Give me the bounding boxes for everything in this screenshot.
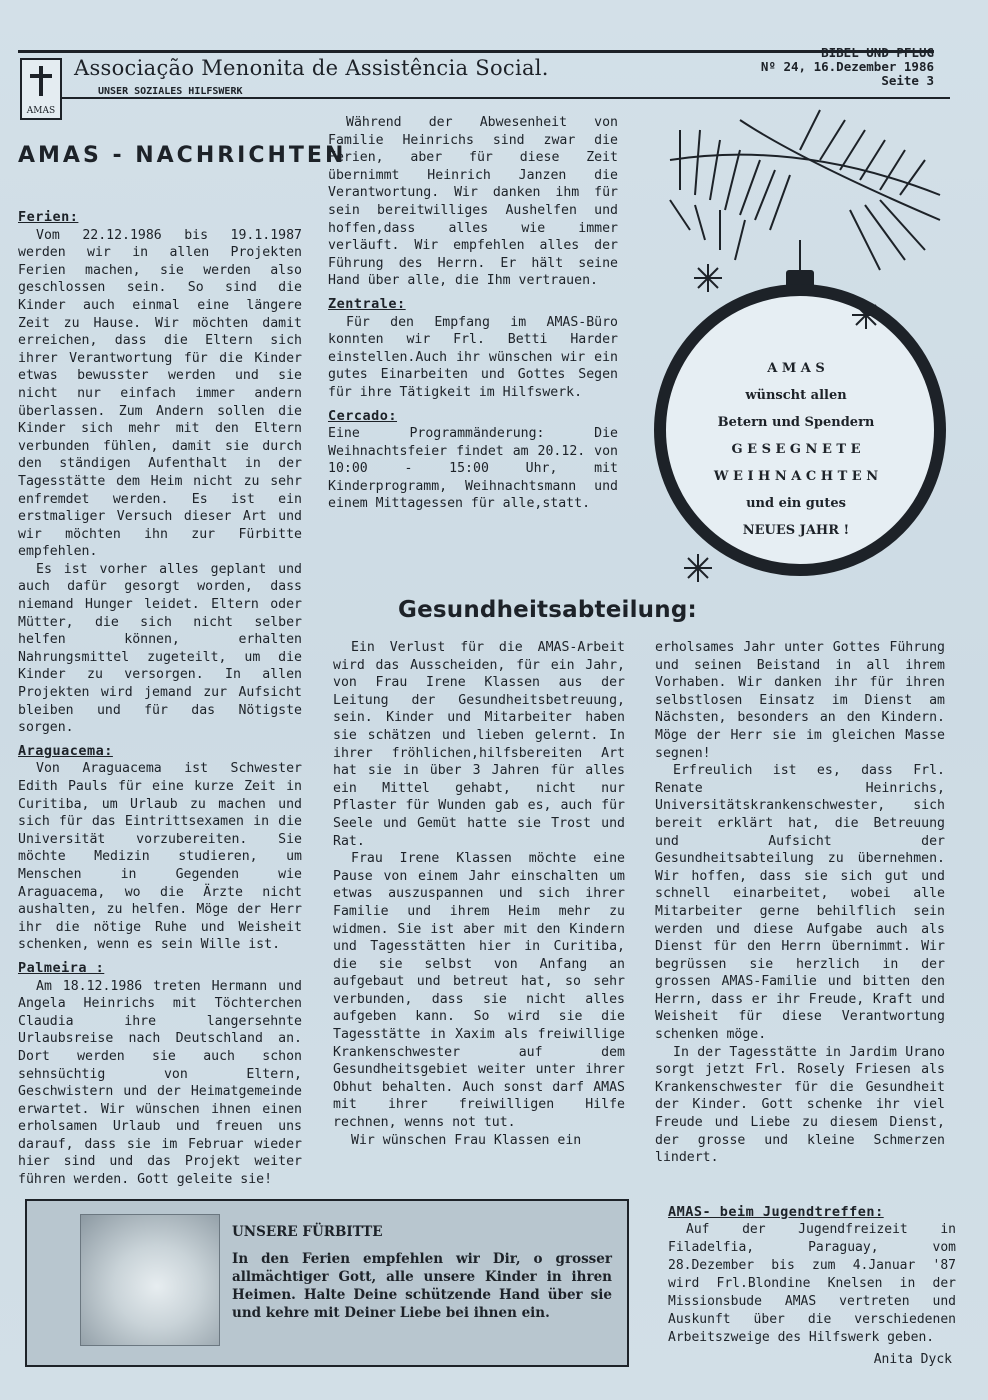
- gesundheit-paragraph-3: Wir wünschen Frau Klassen ein: [351, 1132, 582, 1148]
- jugend-paragraph: Auf der Jugendfreizeit in Filadelfia, Paraguay, vom 28.Dezember bis zum 4.Januar '87 wird Frl.Blondine Knelsen in der Missionsbude AMAS vertreten und Auskunft über die verschiedenen Arbeitszweige des Hilfswerk geben.: [668, 1222, 956, 1345]
- gesundheit-paragraph-5: Erfreulich ist es, dass Frl. Renate Heinrichs, Universitätskrankenschwester, sich bereit erklärt hat, die Betreuung und Aufsicht der Gesundheitsabteilung zu übernehmen. Wir hoffen, dass sie sich gut und schnell einarbeitet, wobei alle Mitarbeiter gerne behilflich sein werden und diese Aufgabe auch als Dienst für den Herrn übernimmt. Wir begrüssen sie herzlich in der grossen AMAS-Familie und bitten den Herrn, dass er ihr Freude, Kraft und Weisheit für diese Verantwortung schenken möge.: [655, 763, 945, 1043]
- page-title: AMAS - NACHRICHTEN: [18, 143, 347, 168]
- heading-zentrale: Zentrale:: [328, 295, 406, 312]
- author-signature: Anita Dyck: [873, 1352, 952, 1367]
- greeting-line-2: wünscht allen: [745, 388, 847, 403]
- column-gesundheit-right: [655, 639, 945, 1167]
- page-number: Seite 3: [881, 73, 934, 88]
- cross-icon: [30, 66, 52, 96]
- ferien-paragraph-2: Es ist vorher alles geplant und auch dafür gesorgt worden, dass niemand Hunger leidet. Eltern oder Mütter, die sich nicht selber helfen können, erhalten Nahrungsmittel zugeteilt, um die Kinder zu versorgen. In allen Projekten wird jemand zur Aufsicht bleiben und für das Nötigste sorgen.: [18, 561, 302, 736]
- heinrichs-continued-paragraph: Während der Abwesenheit von Familie Heinrichs sind zwar die Ferien, aber für diese Zeit übernimmt Heinrich Janzen die Verantwortung. Wir danken ihm für sein bereitwilliges Aushelfen und hoffen,dass alles wie immer verläuft. Wir empfehlen alles der Führung des Herrn. Er hält seine Hand über alle, die Ihm vertrauen.: [328, 115, 618, 289]
- gesundheit-paragraph-6: In der Tagesstätte in Jardim Urano sorgt jetzt Frl. Rosely Friesen als Krankenschwester für die Gesundheit der Kinder. Gott schenke ihr viel Freude und Liebe zu diesem Dienst, der grosse und kleine Schmerzen lindert.: [655, 1044, 945, 1166]
- masthead-bottom-rule: [60, 97, 950, 99]
- prayer-text: In den Ferien empfehlen wir Dir, o grosser allmächtiger Gott, alle unsere Kinder in ihren Heimen. Halte Deine schützende Hand über sie und kehre mit Deiner Liebe bei ihnen ein.: [232, 1251, 612, 1321]
- column-jugend: [668, 1197, 956, 1347]
- org-name: Associação Menonita de Assistência Social.: [74, 56, 549, 80]
- greeting-line-6: und ein gutes: [746, 496, 846, 511]
- publication-name: BIBEL UND PFLUG: [821, 45, 934, 60]
- zentrale-paragraph: Für den Empfang im AMAS-Büro konnten wir Frl. Betti Harder einstellen.Auch ihr wünschen wir ein gutes Einarbeiten und Gottes Segen für ihre Tätigkeit im Hilfswerk.: [328, 314, 618, 400]
- greeting-line-1: A M A S: [767, 361, 825, 376]
- praying-hands-image: [80, 1214, 220, 1346]
- heading-ferien: Ferien:: [18, 209, 79, 225]
- issue-info: [761, 46, 934, 88]
- heading-jugendtreffen: AMAS- beim Jugendtreffen:: [668, 1204, 884, 1220]
- amas-logo-icon: [20, 58, 62, 120]
- org-subtitle: UNSER SOZIALES HILFSWERK: [98, 86, 243, 97]
- heading-araguacema: Araguacema:: [18, 742, 113, 759]
- column-middle: [328, 114, 618, 513]
- column-left: [18, 203, 302, 1189]
- greeting-line-3: Betern und Spendern: [717, 415, 875, 430]
- greeting-line-5: W E I H N A C H T E N: [713, 469, 879, 484]
- ferien-paragraph-1: Vom 22.12.1986 bis 19.1.1987 werden wir in allen Projekten Ferien machen, sie werden also geschlossen sein. So sind die Kinder auch einmal eine längere Zeit zu Hause. Wir möchten damit erreichen, dass die Eltern sich ihrer Verantwortung für die Kinder etwas bewusster werden und sie nicht nur einfach immer andern überlassen. Zum Andern sollen die Kinder sich mehr mit den Eltern verbunden fühlen, damit sie durch den ständigen Aufenthalt in der Tagesstätte dem Heim nicht zu sehr enfremdet werden. Es ist ein erstmaliger Versuch dieser Art und wir möchten ihn zur Fürbitte empfehlen.: [18, 227, 302, 560]
- gesundheit-paragraph-4: erholsames Jahr unter Gottes Führung und seinen Beistand in all ihrem Vorhaben. Wir danken ihr für ihren selbstlosen Einsatz im Dienst am Nächsten, besonders an den Kindern. Möge der Herr sie im gleichen Masse segnen!: [655, 640, 945, 761]
- gesundheit-heading: Gesundheitsabteilung:: [398, 597, 697, 623]
- logo-label: AMAS: [26, 106, 56, 116]
- issue-date: Nº 24, 16.Dezember 1986: [760, 59, 934, 74]
- prayer-title: UNSERE FÜRBITTE: [232, 1224, 383, 1240]
- column-gesundheit-left: [333, 639, 625, 1149]
- greeting-line-7: NEUES JAHR !: [742, 523, 850, 538]
- heading-cercado: Cercado:: [328, 407, 398, 424]
- gesundheit-paragraph-2: Frau Irene Klassen möchte eine Pause von einem Jahr einschalten um etwas auszuspannen und sich ihrer Familie und ihrem Heim mehr zu widmen. Sie ist aber mit den Kindern und Tagesstätten hier in Curitiba, die sie selbst von Anfang an aufgebaut und betreut hat, so sehr verbunden, dass sie nicht alles aufgeben kann. So wird sie die Tagesstätte in Xaxim als freiwillige Krankenschwester auf dem Gesundheitsgebiet weiter unter ihrer Obhut behalten. Auch sonst darf AMAS mit ihrer freiwilligen Hilfe rechnen, wenns not tut.: [333, 851, 625, 1131]
- cercado-paragraph: Eine Programmänderung: Die Weihnachtsfeier findet am 20.12. von 10:00 - 15:00 Uhr, mit Kinderprogramm, Weihnachtsmann und einem Mittagessen für alle,statt.: [328, 426, 618, 512]
- greeting-line-4: G E S E G N E T E: [731, 442, 861, 457]
- heading-palmeira: Palmeira :: [18, 959, 105, 976]
- gesundheit-paragraph-1: Ein Verlust für die AMAS-Arbeit wird das Ausscheiden, für ein Jahr, von Frau Irene Klassen aus der Leitung der Gesundheitsbetreuung, sein. Kinder und Mitarbeiter haben sie schätzen und lieben gelernt. In ihrer fröhlichen,hilfsbereiten Art hat sie in über 3 Jahren für alles ein Mittel gehabt, nicht nur Pflaster für Wunden gab es, auch für Seele und Gemüt hatte sie Trost und Rat.: [333, 640, 625, 849]
- araguacema-paragraph: Von Araguacema ist Schwester Edith Pauls für eine kurze Zeit in Curitiba, um Urlaub zu machen und sich für das Eintrittsexamen in die Universität vorzubereiten. Sie möchte Medizin studieren, um Menschen in Gegenden wie Araguacema, wo die Ärzte nicht aushalten, zu helfen. Möge der Herr ihr die nötige Ruhe und Weisheit schenken, wenn es sein Wille ist.: [18, 761, 302, 953]
- ornament-greeting: [678, 355, 914, 544]
- palmeira-paragraph: Am 18.12.1986 treten Hermann und Angela Heinrichs mit Töchterchen Claudia ihre langersehnte Urlaubsreise nach Deutschland an. Dort werden sie auch schon sehnsüchtig von Eltern, Geschwistern und der Heimatgemeinde erwartet. Wir wünschen ihnen einen erholsamen Urlaub und freuen uns darauf, dass sie im Februar wieder hier sind und das Projekt weiter führen werden. Gott geleite sie!: [18, 978, 302, 1188]
